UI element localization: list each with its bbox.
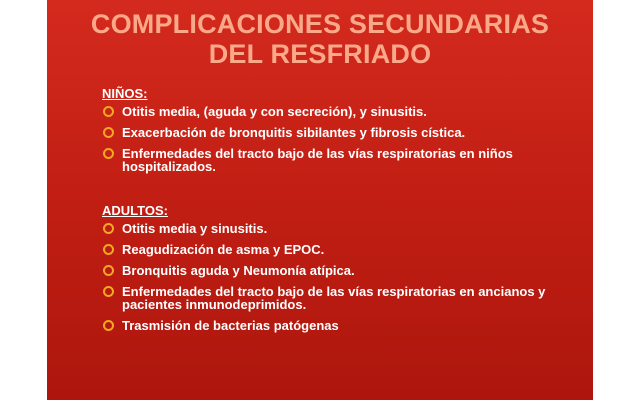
list-item-text: Reagudización de asma y EPOC. bbox=[122, 242, 325, 257]
bullet-circle-icon bbox=[103, 320, 114, 331]
bullet-circle-icon bbox=[103, 106, 114, 117]
list-item bbox=[102, 105, 572, 118]
section-heading-adultos: ADULTOS: bbox=[102, 203, 168, 218]
list-item bbox=[102, 126, 572, 139]
slide-title bbox=[47, 9, 593, 69]
list-item-text: Otitis media, (aguda y con secreción), y sinusitis. bbox=[122, 104, 427, 119]
list-item bbox=[102, 264, 572, 277]
slide-title-line-2: DEL RESFRIADO bbox=[208, 39, 432, 69]
list-item bbox=[102, 147, 572, 173]
list-item bbox=[102, 285, 572, 311]
list-item bbox=[102, 319, 572, 332]
slide-title-line-1: COMPLICACIONES SECUNDARIAS bbox=[90, 9, 550, 39]
bullet-circle-icon bbox=[103, 265, 114, 276]
list-item bbox=[102, 222, 572, 235]
section-adultos bbox=[102, 203, 572, 340]
bullet-circle-icon bbox=[103, 148, 114, 159]
list-item-text: Bronquitis aguda y Neumonía atípica. bbox=[122, 263, 355, 278]
list-item-text: Otitis media y sinusitis. bbox=[122, 221, 268, 236]
bullet-circle-icon bbox=[103, 244, 114, 255]
list-item-text: Trasmisión de bacterias patógenas bbox=[122, 318, 339, 333]
slide bbox=[47, 0, 593, 400]
section-heading-ninos: NIÑOS: bbox=[102, 86, 148, 101]
bullet-circle-icon bbox=[103, 286, 114, 297]
bullet-list-ninos bbox=[102, 105, 572, 173]
list-item-text: Exacerbación de bronquitis sibilantes y fibrosis cística. bbox=[122, 125, 466, 140]
list-item-text: Enfermedades del tracto bajo de las vías respiratorias en niños hospitalizados. bbox=[122, 146, 513, 174]
bullet-circle-icon bbox=[103, 223, 114, 234]
section-ninos bbox=[102, 86, 572, 181]
bullet-circle-icon bbox=[103, 127, 114, 138]
bullet-list-adultos bbox=[102, 222, 572, 332]
list-item-text: Enfermedades del tracto bajo de las vías respiratorias en ancianos y pacientes inmunodeprimidos. bbox=[122, 284, 546, 312]
list-item bbox=[102, 243, 572, 256]
